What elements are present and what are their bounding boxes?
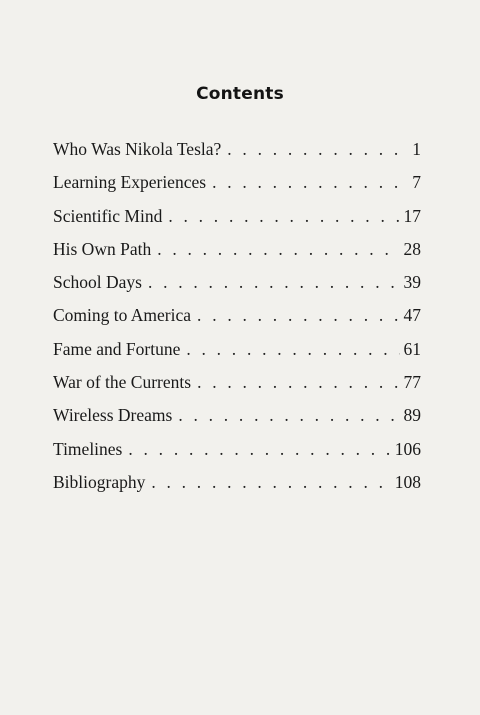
toc-entry-title: School Days bbox=[53, 272, 142, 293]
dot-leader bbox=[157, 239, 399, 260]
toc-entry bbox=[53, 472, 421, 505]
dot-leader bbox=[227, 139, 408, 160]
toc-entry-page-number: 39 bbox=[403, 272, 421, 293]
toc-entry bbox=[53, 272, 421, 305]
toc-entry bbox=[53, 305, 421, 338]
toc-entry bbox=[53, 439, 421, 472]
toc-entry-page-number: 106 bbox=[394, 438, 421, 459]
toc-entry-page-number: 89 bbox=[403, 405, 421, 426]
dot-leader bbox=[151, 472, 390, 493]
toc-entry-page-number: 28 bbox=[403, 238, 421, 259]
toc-entry-title: Learning Experiences bbox=[53, 172, 207, 193]
toc-entry-title: Scientific Mind bbox=[53, 205, 163, 226]
dot-leader bbox=[168, 206, 399, 227]
toc-entry-page-number: 61 bbox=[403, 338, 421, 359]
toc-entry bbox=[53, 139, 421, 172]
toc-entry bbox=[53, 172, 421, 205]
toc-entry-page-number: 1 bbox=[412, 139, 421, 159]
toc-entry-page-number: 77 bbox=[403, 372, 421, 393]
table-of-contents bbox=[53, 139, 421, 505]
toc-entry bbox=[53, 372, 421, 405]
toc-entry-title: His Own Path bbox=[53, 238, 152, 259]
dot-leader bbox=[186, 339, 399, 360]
dot-leader bbox=[148, 272, 400, 293]
toc-entry-title: Coming to America bbox=[53, 305, 192, 326]
toc-entry-title: Fame and Fortune bbox=[53, 338, 181, 359]
dot-leader bbox=[212, 172, 408, 193]
toc-entry-title: Timelines bbox=[53, 438, 123, 459]
toc-entry-page-number: 17 bbox=[403, 205, 421, 226]
toc-entry bbox=[53, 206, 421, 239]
dot-leader bbox=[197, 305, 399, 326]
dot-leader bbox=[178, 405, 399, 426]
toc-entry bbox=[53, 405, 421, 438]
contents-heading: Contents bbox=[196, 84, 284, 104]
toc-entry-title: War of the Currents bbox=[53, 372, 192, 393]
toc-entry-title: Who Was Nikola Tesla? bbox=[53, 139, 222, 159]
toc-entry-page-number: 47 bbox=[403, 305, 421, 326]
dot-leader bbox=[128, 439, 390, 460]
toc-entry-title: Bibliography bbox=[53, 471, 146, 492]
toc-entry bbox=[53, 239, 421, 272]
toc-entry bbox=[53, 339, 421, 372]
dot-leader bbox=[197, 372, 399, 393]
toc-entry-page-number: 7 bbox=[412, 172, 421, 193]
toc-entry-page-number: 108 bbox=[394, 471, 421, 492]
toc-entry-title: Wireless Dreams bbox=[53, 405, 173, 426]
